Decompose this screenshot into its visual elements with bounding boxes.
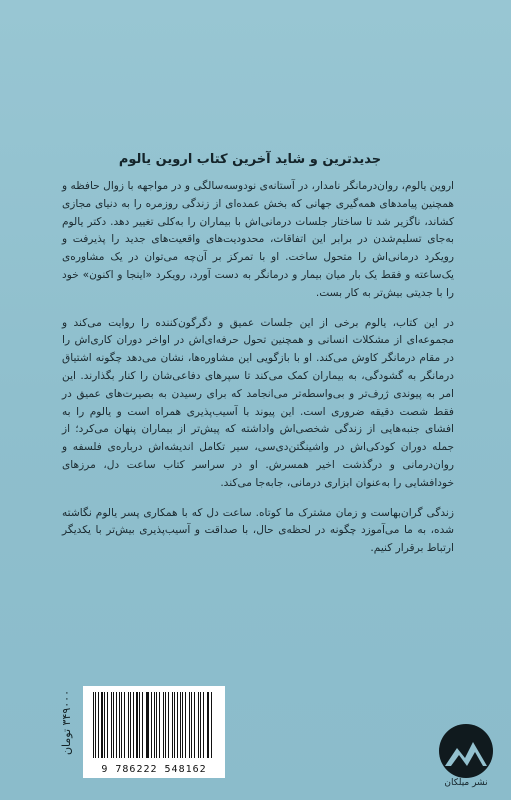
blurb-paragraph-1: اروین یالوم، روان‌درمانگر نامدار، در آستانه‌ی نودوسه‌سالگی و در مواجهه با زوال حافظه و همچنین پیامدهای همه‌گیری جهانی که بخش عمده‌ای از زندگی روزمره را به دنیای مجازی کشاند، ناگزیر شد تا ساختار جلسات درمانی‌اش با بیماران را به‌کلی تغییر دهد. دکتر یالوم به‌جای تسلیم‌شدن در برابر این اتفاقات، محدودیت‌های واقعیت‌های جدید را پذیرفت و رویکرد درمانی‌اش را متحول ساخت. او با تمرکز بر آن‌چه می‌توان در یک مشاوره‌ی یک‌ساعته و فقط یک بار میان بیمار و درمانگر به دست آورد، رویکرد «اینجا و اکنون» خود را با جدیتی بیش‌تر به کار بست. — [62, 180, 454, 299]
barcode-bar — [136, 692, 137, 758]
barcode-bar — [191, 692, 192, 758]
barcode-bar — [211, 692, 212, 758]
barcode-bar — [207, 692, 208, 758]
blurb-text — [62, 178, 454, 570]
barcode-bar — [128, 692, 129, 758]
barcode-bar — [107, 692, 108, 758]
barcode-bar — [156, 692, 157, 758]
barcode-bar — [185, 692, 186, 758]
barcode-bar — [168, 692, 169, 758]
barcode-bar — [198, 692, 199, 758]
barcode-bar — [98, 692, 99, 758]
barcode-bar — [147, 692, 148, 758]
barcode-bar — [194, 692, 195, 758]
barcode-bar — [182, 692, 183, 758]
barcode-bar — [93, 692, 94, 758]
publisher-logo-icon — [437, 722, 495, 780]
barcode-bar — [104, 692, 105, 758]
barcode-bar — [124, 692, 125, 758]
barcode-bar — [151, 692, 152, 758]
barcode-bar — [111, 692, 112, 758]
barcode-bar — [139, 692, 141, 758]
barcode-bar — [203, 692, 204, 758]
barcode-bar — [130, 692, 131, 758]
barcode-bar — [146, 692, 147, 758]
barcode-bar — [177, 692, 178, 758]
barcode-bar — [180, 692, 181, 758]
publisher-name: نشر میلکان — [444, 778, 488, 788]
isbn-number: 9 786222 548162 — [101, 764, 207, 775]
barcode-bar — [174, 692, 175, 758]
barcode-bar — [189, 692, 191, 758]
barcode-bar — [121, 692, 123, 758]
barcode-bar — [159, 692, 160, 758]
barcode-bar — [95, 692, 96, 758]
barcode-bar — [165, 692, 167, 758]
cover-title: جدیدترین و شاید آخرین کتاب اروین یالوم — [118, 152, 382, 167]
blurb-paragraph-3: زندگی گران‌بهاست و زمان مشترک ما کوتاه. ساعت دل که با همکاری پسر یالوم نگاشته شده، به ما می‌آموزد چگونه در لحظه‌ی حال، با صداقت و آسیب‌پذیری بیش‌تر با یکدیگر ارتباط برقرار کنیم. — [62, 506, 454, 555]
blurb-paragraph-2: در این کتاب، یالوم برخی از این جلسات عمیق و دگرگون‌کننده را روایت می‌کند و مجموعه‌ای از مشکلات انسانی و همچنین تحول حرفه‌ای‌اش در اواخر دوران کاری‌اش را در مقام درمانگر کاوش می‌کند. او با بازگویی این مشاوره‌ها، نشان می‌دهد چگونه اشتیاق درمانگر به گشودگی، به بیماران کمک می‌کند تا سپرهای دفاعی‌شان را کنار بگذارند. این امر به پیوندی ژرف‌تر و بی‌واسطه‌تر می‌انجامد که برای رسیدن به بصیرت‌های عمیق در فقط شصت دقیقه ضروری است. این پیوند با آسیب‌پذیری همراه است و یالوم را به افشای جنبه‌هایی از زندگی شخصی‌اش واداشته که پیش‌تر از بیماران پنهان می‌کرد؛ از جمله دوران کودکی‌اش در واشینگتن‌دی‌سی، سیر تکامل اندیشه‌اش درباره‌ی فلسفه و روان‌درمانی و درگذشت اخیر همسرش. او در سراسر کتاب ساعت دل، مرزهای خودافشایی را به‌عنوان ابزاری درمانی، جابه‌جا می‌کند. — [62, 316, 454, 489]
barcode-bar — [154, 692, 155, 758]
barcode-bar — [163, 692, 164, 758]
price-label: ۳۴۹۰۰۰ تومان — [60, 690, 73, 756]
barcode-bar — [142, 692, 143, 758]
barcode-bars — [93, 692, 215, 758]
barcode — [83, 686, 225, 778]
barcode-bar — [133, 692, 134, 758]
barcode-bar — [119, 692, 120, 758]
barcode-bar — [113, 692, 114, 758]
barcode-bar — [172, 692, 173, 758]
barcode-bar — [116, 692, 117, 758]
barcode-bar — [208, 692, 209, 758]
barcode-bar — [101, 692, 103, 758]
barcode-bar — [200, 692, 201, 758]
